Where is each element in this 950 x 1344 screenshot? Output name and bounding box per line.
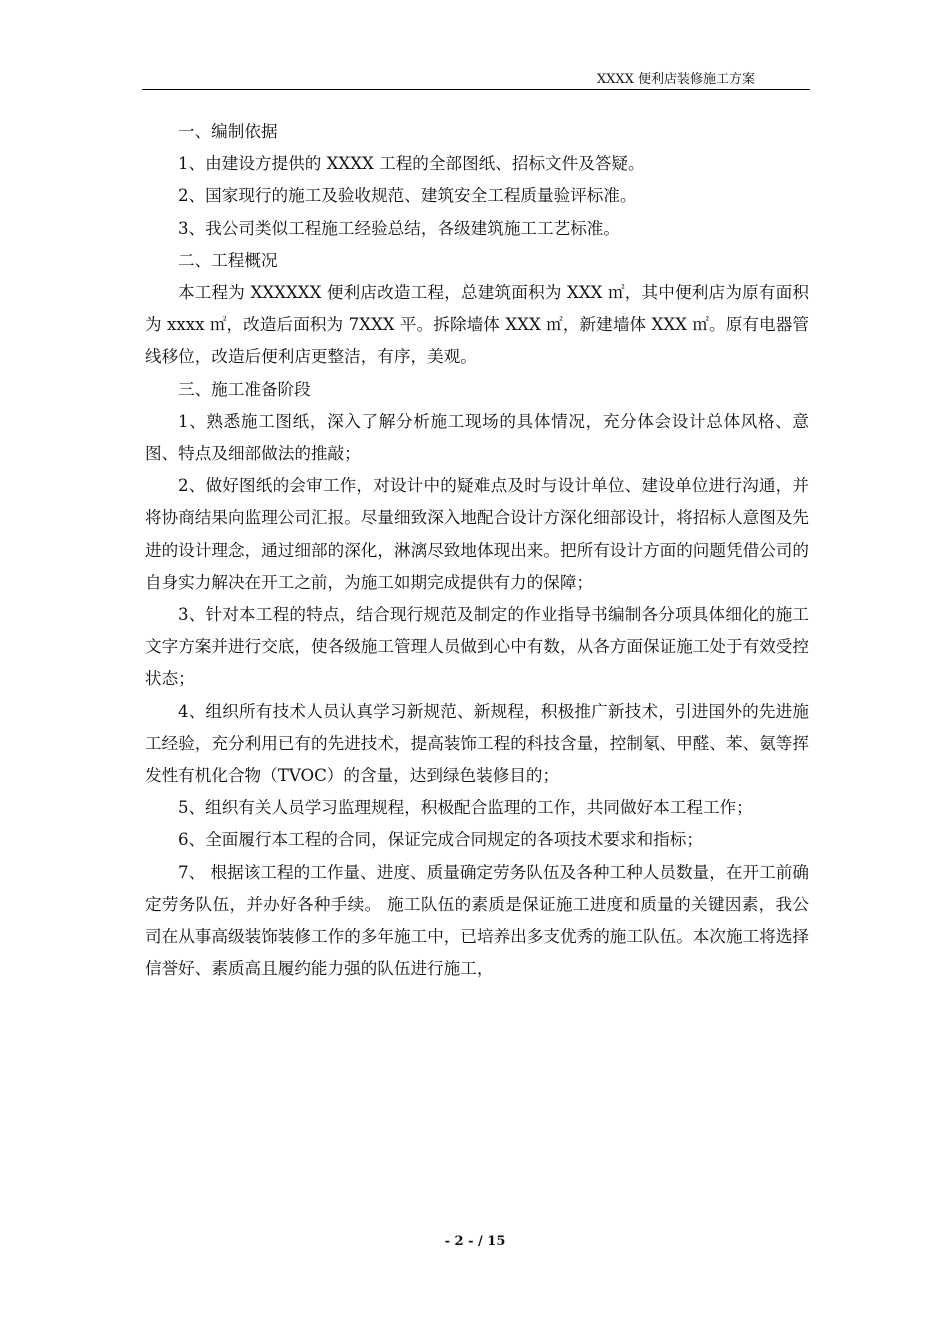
paragraph: 4、组织所有技术人员认真学习新规范、新规程，积极推广新技术，引进国外的先进施工经验，充分利用已有的先进技术，提高装饰工程的科技含量，控制氡、甲醛、苯、氨等挥发性有机化合物（TVOC）的含量，达到绿色装修目的； [145,701,809,786]
paragraph: 1、熟悉施工图纸，深入了解分析施工现场的具体情况，充分体会设计总体风格、意图、特点及细部做法的推敲； [145,411,809,464]
paragraph: 3、我公司类似工程施工经验总结，各级建筑施工工艺标准。 [178,218,620,238]
section-heading-preparation: 三、施工准备阶段 [178,379,311,399]
page-header [142,70,810,90]
paragraph: 7、 根据该工程的工作量、进度、质量确定劳务队伍及各种工种人员数量，在开工前确定劳务队伍，并办好各种手续。 施工队伍的素质是保证施工进度和质量的关键因素，我公司在从事高级装饰装修工作的多年施工中，已培养出多支优秀的施工队伍。本次施工将选择信誉好、素质高且履约能力强的队伍进行施工， [145,862,809,979]
paragraph: 5、组织有关人员学习监理规程，积极配合监理的工作，共同做好本工程工作； [178,798,753,818]
paragraph: 1、由建设方提供的 XXXX 工程的全部图纸、招标文件及答疑。 [178,154,645,174]
section-heading-overview: 二、工程概况 [178,250,278,270]
document-body [145,116,809,985]
paragraph: 本工程为 XXXXXX 便利店改造工程，总建筑面积为 XXX ㎡，其中便利店为原有面积为 xxxx ㎡，改造后面积为 7XXX 平。拆除墙体 XXX ㎡，新建墙体 XXX ㎡。原有电器管线移位，改造后便利店更整洁，有序，美观。 [145,283,809,367]
section-heading-basis: 一、编制依据 [178,122,278,141]
document-title: XXXX 便利店装修施工方案 [596,72,755,87]
paragraph: 2、做好图纸的会审工作，对设计中的疑难点及时与设计单位、建设单位进行沟通，并将协商结果向监理公司汇报。尽量细致深入地配合设计方深化细部设计，将招标人意图及先进的设计理念，通过细部的深化，淋漓尽致地体现出来。把所有设计方面的问题凭借公司的自身实力解决在开工之前，为施工如期完成提供有力的保障； [145,476,809,592]
paragraph: 2、国家现行的施工及验收规范、建筑安全工程质量验评标准。 [178,186,637,206]
page-number: - 2 - / 15 [444,1234,506,1249]
paragraph: 3、针对本工程的特点，结合现行规范及制定的作业指导书编制各分项具体细化的施工文字方案并进行交底，使各级施工管理人员做到心中有数，从各方面保证施工处于有效受控状态； [145,605,809,689]
paragraph: 6、全面履行本工程的合同，保证完成合同规定的各项技术要求和指标； [178,830,703,850]
